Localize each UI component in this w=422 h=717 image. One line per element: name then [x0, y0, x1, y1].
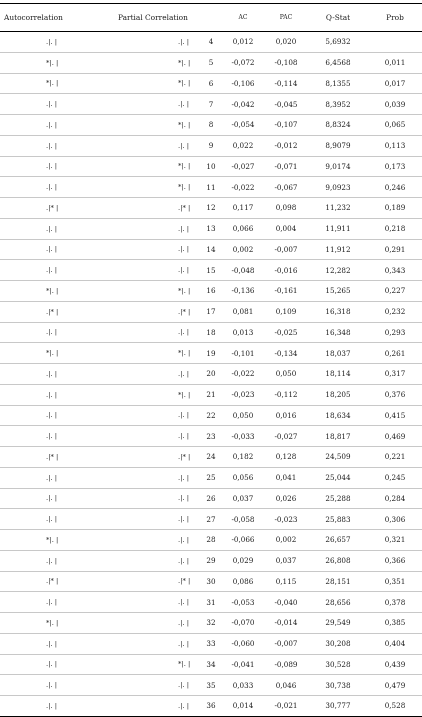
- autocorrelation-bar: .|. |: [0, 675, 118, 696]
- partial-correlation-bar: .|. |: [118, 509, 200, 530]
- prob-value: 0,469: [368, 426, 422, 447]
- ac-value: -0,022: [222, 177, 264, 198]
- ac-value: -0,023: [222, 384, 264, 405]
- table-row: [0, 52, 422, 73]
- lag-value: 30: [200, 571, 222, 592]
- ac-value: 0,056: [222, 467, 264, 488]
- pac-value: -0,089: [264, 654, 308, 675]
- autocorrelation-bar: .|. |: [0, 135, 118, 156]
- lag-value: 10: [200, 156, 222, 177]
- pac-value: 0,046: [264, 675, 308, 696]
- table-row: [0, 135, 422, 156]
- autocorrelation-bar: *|. |: [0, 73, 118, 94]
- pac-value: -0,023: [264, 509, 308, 530]
- pac-value: -0,071: [264, 156, 308, 177]
- prob-value: 0,065: [368, 115, 422, 136]
- pac-value: -0,027: [264, 426, 308, 447]
- pac-value: -0,114: [264, 73, 308, 94]
- table-row: [0, 467, 422, 488]
- pac-value: -0,014: [264, 613, 308, 634]
- qstat-value: 28,151: [308, 571, 368, 592]
- qstat-value: 30,528: [308, 654, 368, 675]
- header-ac: AC: [222, 4, 264, 32]
- autocorrelation-bar: .|* |: [0, 198, 118, 219]
- prob-value: 0,351: [368, 571, 422, 592]
- pac-value: -0,108: [264, 52, 308, 73]
- prob-value: 0,218: [368, 218, 422, 239]
- ac-value: 0,012: [222, 32, 264, 53]
- lag-value: 8: [200, 115, 222, 136]
- ac-value: 0,022: [222, 135, 264, 156]
- ac-value: -0,054: [222, 115, 264, 136]
- autocorrelation-bar: .|. |: [0, 177, 118, 198]
- qstat-value: 11,911: [308, 218, 368, 239]
- qstat-value: 9,0923: [308, 177, 368, 198]
- partial-correlation-bar: .|* |: [118, 571, 200, 592]
- pac-value: 0,004: [264, 218, 308, 239]
- table-row: [0, 364, 422, 385]
- autocorrelation-bar: .|* |: [0, 301, 118, 322]
- partial-correlation-bar: .|. |: [118, 592, 200, 613]
- prob-value: 0,376: [368, 384, 422, 405]
- autocorrelation-bar: .|* |: [0, 571, 118, 592]
- table-row: [0, 218, 422, 239]
- ac-value: -0,048: [222, 260, 264, 281]
- partial-correlation-bar: *|. |: [118, 177, 200, 198]
- autocorrelation-bar: .|. |: [0, 239, 118, 260]
- autocorrelation-bar: .|. |: [0, 405, 118, 426]
- autocorrelation-bar: *|. |: [0, 52, 118, 73]
- lag-value: 32: [200, 613, 222, 634]
- table-header: [0, 4, 422, 32]
- pac-value: -0,045: [264, 94, 308, 115]
- pac-value: 0,098: [264, 198, 308, 219]
- table-row: [0, 447, 422, 468]
- partial-correlation-bar: *|. |: [118, 281, 200, 302]
- partial-correlation-bar: .|. |: [118, 32, 200, 53]
- lag-value: 13: [200, 218, 222, 239]
- table-body: [0, 32, 422, 717]
- qstat-value: 8,3952: [308, 94, 368, 115]
- table-row: [0, 509, 422, 530]
- lag-value: 11: [200, 177, 222, 198]
- prob-value: 0,439: [368, 654, 422, 675]
- prob-value: 0,011: [368, 52, 422, 73]
- table-row: [0, 530, 422, 551]
- autocorrelation-bar: *|. |: [0, 281, 118, 302]
- autocorrelation-bar: .|. |: [0, 32, 118, 53]
- ac-value: -0,066: [222, 530, 264, 551]
- pac-value: -0,021: [264, 696, 308, 717]
- qstat-value: 30,777: [308, 696, 368, 717]
- qstat-value: 8,8324: [308, 115, 368, 136]
- lag-value: 12: [200, 198, 222, 219]
- partial-correlation-bar: *|. |: [118, 115, 200, 136]
- lag-value: 29: [200, 550, 222, 571]
- partial-correlation-bar: *|. |: [118, 52, 200, 73]
- qstat-value: 18,817: [308, 426, 368, 447]
- pac-value: -0,040: [264, 592, 308, 613]
- lag-value: 4: [200, 32, 222, 53]
- prob-value: 0,221: [368, 447, 422, 468]
- qstat-value: 11,232: [308, 198, 368, 219]
- qstat-value: 30,208: [308, 633, 368, 654]
- autocorrelation-bar: .|. |: [0, 509, 118, 530]
- prob-value: 0,232: [368, 301, 422, 322]
- ac-value: 0,117: [222, 198, 264, 219]
- partial-correlation-bar: .|. |: [118, 633, 200, 654]
- prob-value: 0,479: [368, 675, 422, 696]
- partial-correlation-bar: .|. |: [118, 675, 200, 696]
- lag-value: 35: [200, 675, 222, 696]
- ac-value: -0,070: [222, 613, 264, 634]
- prob-value: 0,291: [368, 239, 422, 260]
- ac-value: 0,037: [222, 488, 264, 509]
- qstat-value: 18,114: [308, 364, 368, 385]
- pac-value: -0,012: [264, 135, 308, 156]
- qstat-value: 16,348: [308, 322, 368, 343]
- qstat-value: 24,509: [308, 447, 368, 468]
- prob-value: 0,173: [368, 156, 422, 177]
- ac-value: 0,086: [222, 571, 264, 592]
- table-row: [0, 343, 422, 364]
- table-row: [0, 73, 422, 94]
- autocorrelation-bar: *|. |: [0, 613, 118, 634]
- ac-value: -0,027: [222, 156, 264, 177]
- table-row: [0, 405, 422, 426]
- header-partial-correlation: Partial Correlation: [118, 4, 200, 32]
- ac-value: -0,041: [222, 654, 264, 675]
- header-prob: Prob: [368, 4, 422, 32]
- ac-value: -0,101: [222, 343, 264, 364]
- prob-value: 0,306: [368, 509, 422, 530]
- table-row: [0, 654, 422, 675]
- ac-value: -0,072: [222, 52, 264, 73]
- pac-value: 0,128: [264, 447, 308, 468]
- lag-value: 9: [200, 135, 222, 156]
- ac-value: 0,033: [222, 675, 264, 696]
- partial-correlation-bar: .|. |: [118, 322, 200, 343]
- table-row: [0, 301, 422, 322]
- qstat-value: 6,4568: [308, 52, 368, 73]
- qstat-value: 29,549: [308, 613, 368, 634]
- prob-value: 0,343: [368, 260, 422, 281]
- qstat-value: 26,808: [308, 550, 368, 571]
- pac-value: -0,134: [264, 343, 308, 364]
- partial-correlation-bar: .|. |: [118, 94, 200, 115]
- partial-correlation-bar: .|. |: [118, 550, 200, 571]
- pac-value: 0,041: [264, 467, 308, 488]
- prob-value: 0,366: [368, 550, 422, 571]
- table-row: [0, 239, 422, 260]
- table-row: [0, 177, 422, 198]
- prob-value: 0,245: [368, 467, 422, 488]
- pac-value: 0,020: [264, 32, 308, 53]
- ac-value: 0,050: [222, 405, 264, 426]
- ac-value: -0,106: [222, 73, 264, 94]
- lag-value: 18: [200, 322, 222, 343]
- partial-correlation-bar: .|. |: [118, 239, 200, 260]
- partial-correlation-bar: .|. |: [118, 426, 200, 447]
- partial-correlation-bar: *|. |: [118, 73, 200, 94]
- lag-value: 23: [200, 426, 222, 447]
- header-pac: PAC: [264, 4, 308, 32]
- partial-correlation-bar: .|* |: [118, 447, 200, 468]
- pac-value: 0,002: [264, 530, 308, 551]
- ac-value: -0,060: [222, 633, 264, 654]
- partial-correlation-bar: .|. |: [118, 530, 200, 551]
- lag-value: 14: [200, 239, 222, 260]
- lag-value: 28: [200, 530, 222, 551]
- pac-value: -0,025: [264, 322, 308, 343]
- pac-value: 0,037: [264, 550, 308, 571]
- table-row: [0, 571, 422, 592]
- autocorrelation-bar: .|. |: [0, 115, 118, 136]
- partial-correlation-bar: *|. |: [118, 384, 200, 405]
- lag-value: 27: [200, 509, 222, 530]
- autocorrelation-bar: .|. |: [0, 156, 118, 177]
- lag-value: 22: [200, 405, 222, 426]
- autocorrelation-bar: .|. |: [0, 322, 118, 343]
- autocorrelation-bar: *|. |: [0, 343, 118, 364]
- partial-correlation-bar: .|. |: [118, 364, 200, 385]
- ac-value: 0,182: [222, 447, 264, 468]
- table-row: [0, 675, 422, 696]
- lag-value: 33: [200, 633, 222, 654]
- pac-value: -0,107: [264, 115, 308, 136]
- pac-value: -0,016: [264, 260, 308, 281]
- prob-value: 0,415: [368, 405, 422, 426]
- autocorrelation-bar: *|. |: [0, 530, 118, 551]
- pac-value: -0,112: [264, 384, 308, 405]
- table-row: [0, 94, 422, 115]
- autocorrelation-bar: .|. |: [0, 426, 118, 447]
- ac-value: -0,053: [222, 592, 264, 613]
- qstat-value: 25,288: [308, 488, 368, 509]
- lag-value: 24: [200, 447, 222, 468]
- autocorrelation-bar: .|. |: [0, 592, 118, 613]
- table-row: [0, 696, 422, 717]
- table-row: [0, 281, 422, 302]
- lag-value: 31: [200, 592, 222, 613]
- ac-value: -0,033: [222, 426, 264, 447]
- partial-correlation-bar: .|. |: [118, 467, 200, 488]
- table-row: [0, 592, 422, 613]
- ac-value: 0,002: [222, 239, 264, 260]
- qstat-value: 25,883: [308, 509, 368, 530]
- qstat-value: 16,318: [308, 301, 368, 322]
- ac-value: 0,081: [222, 301, 264, 322]
- partial-correlation-bar: .|. |: [118, 405, 200, 426]
- ac-value: -0,042: [222, 94, 264, 115]
- partial-correlation-bar: .|. |: [118, 218, 200, 239]
- lag-value: 15: [200, 260, 222, 281]
- header-row: [0, 4, 422, 32]
- prob-value: 0,246: [368, 177, 422, 198]
- table-row: [0, 32, 422, 53]
- partial-correlation-bar: .|. |: [118, 696, 200, 717]
- qstat-value: 28,656: [308, 592, 368, 613]
- qstat-value: 18,634: [308, 405, 368, 426]
- qstat-value: 8,1355: [308, 73, 368, 94]
- correlogram-table: [0, 3, 422, 717]
- prob-value: [368, 32, 422, 53]
- lag-value: 34: [200, 654, 222, 675]
- prob-value: 0,385: [368, 613, 422, 634]
- autocorrelation-bar: .|. |: [0, 384, 118, 405]
- autocorrelation-bar: .|. |: [0, 218, 118, 239]
- pac-value: -0,161: [264, 281, 308, 302]
- ac-value: -0,136: [222, 281, 264, 302]
- partial-correlation-bar: .|. |: [118, 135, 200, 156]
- prob-value: 0,528: [368, 696, 422, 717]
- partial-correlation-bar: .|* |: [118, 301, 200, 322]
- table-row: [0, 613, 422, 634]
- ac-value: -0,058: [222, 509, 264, 530]
- table-row: [0, 488, 422, 509]
- lag-value: 36: [200, 696, 222, 717]
- table-row: [0, 426, 422, 447]
- partial-correlation-bar: .|* |: [118, 198, 200, 219]
- qstat-value: 18,037: [308, 343, 368, 364]
- lag-value: 5: [200, 52, 222, 73]
- table-row: [0, 198, 422, 219]
- lag-value: 17: [200, 301, 222, 322]
- table-row: [0, 550, 422, 571]
- prob-value: 0,284: [368, 488, 422, 509]
- prob-value: 0,293: [368, 322, 422, 343]
- ac-value: 0,013: [222, 322, 264, 343]
- qstat-value: 18,205: [308, 384, 368, 405]
- qstat-value: 15,265: [308, 281, 368, 302]
- qstat-value: 25,044: [308, 467, 368, 488]
- partial-correlation-bar: .|. |: [118, 488, 200, 509]
- header-autocorrelation: Autocorrelation: [0, 4, 118, 32]
- table-row: [0, 156, 422, 177]
- prob-value: 0,189: [368, 198, 422, 219]
- ac-value: 0,029: [222, 550, 264, 571]
- qstat-value: 26,657: [308, 530, 368, 551]
- table-row: [0, 633, 422, 654]
- prob-value: 0,261: [368, 343, 422, 364]
- table-row: [0, 384, 422, 405]
- lag-value: 7: [200, 94, 222, 115]
- partial-correlation-bar: .|. |: [118, 260, 200, 281]
- autocorrelation-bar: .|. |: [0, 467, 118, 488]
- lag-value: 16: [200, 281, 222, 302]
- prob-value: 0,321: [368, 530, 422, 551]
- prob-value: 0,378: [368, 592, 422, 613]
- prob-value: 0,227: [368, 281, 422, 302]
- lag-value: 21: [200, 384, 222, 405]
- qstat-value: 9,0174: [308, 156, 368, 177]
- partial-correlation-bar: *|. |: [118, 156, 200, 177]
- header-qstat: Q-Stat: [308, 4, 368, 32]
- lag-value: 25: [200, 467, 222, 488]
- lag-value: 20: [200, 364, 222, 385]
- lag-value: 26: [200, 488, 222, 509]
- qstat-value: 30,738: [308, 675, 368, 696]
- partial-correlation-bar: *|. |: [118, 654, 200, 675]
- table-row: [0, 322, 422, 343]
- autocorrelation-bar: .|. |: [0, 364, 118, 385]
- autocorrelation-bar: .|. |: [0, 94, 118, 115]
- pac-value: -0,007: [264, 239, 308, 260]
- autocorrelation-bar: .|. |: [0, 633, 118, 654]
- pac-value: 0,050: [264, 364, 308, 385]
- ac-value: 0,014: [222, 696, 264, 717]
- pac-value: 0,026: [264, 488, 308, 509]
- qstat-value: 5,6932: [308, 32, 368, 53]
- pac-value: 0,115: [264, 571, 308, 592]
- ac-value: 0,066: [222, 218, 264, 239]
- qstat-value: 12,282: [308, 260, 368, 281]
- pac-value: 0,016: [264, 405, 308, 426]
- ac-value: -0,022: [222, 364, 264, 385]
- qstat-value: 8,9079: [308, 135, 368, 156]
- partial-correlation-bar: .|. |: [118, 613, 200, 634]
- autocorrelation-bar: .|. |: [0, 654, 118, 675]
- autocorrelation-bar: .|* |: [0, 447, 118, 468]
- prob-value: 0,317: [368, 364, 422, 385]
- table-row: [0, 115, 422, 136]
- partial-correlation-bar: *|. |: [118, 343, 200, 364]
- prob-value: 0,113: [368, 135, 422, 156]
- pac-value: -0,007: [264, 633, 308, 654]
- prob-value: 0,039: [368, 94, 422, 115]
- qstat-value: 11,912: [308, 239, 368, 260]
- autocorrelation-bar: .|. |: [0, 260, 118, 281]
- prob-value: 0,017: [368, 73, 422, 94]
- autocorrelation-bar: .|. |: [0, 488, 118, 509]
- autocorrelation-bar: .|. |: [0, 550, 118, 571]
- lag-value: 19: [200, 343, 222, 364]
- lag-value: 6: [200, 73, 222, 94]
- header-lag: [200, 4, 222, 32]
- pac-value: 0,109: [264, 301, 308, 322]
- autocorrelation-bar: .|. |: [0, 696, 118, 717]
- prob-value: 0,404: [368, 633, 422, 654]
- pac-value: -0,067: [264, 177, 308, 198]
- table-row: [0, 260, 422, 281]
